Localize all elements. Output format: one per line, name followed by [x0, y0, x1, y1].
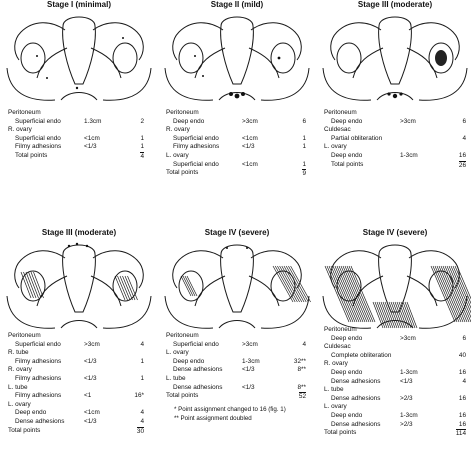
footnote-double-asterisk: ** Point assignment doubled — [174, 415, 252, 422]
row-label: Deep endo — [331, 117, 363, 125]
row-label: Total points — [324, 429, 357, 437]
row-label: L. ovary — [8, 400, 31, 408]
score-row — [324, 378, 466, 387]
adhesion-mark — [337, 266, 361, 322]
row-label: Peritoneum — [324, 326, 357, 333]
row-label: Deep endo — [15, 409, 47, 417]
row-label: Dense adhesions — [331, 394, 381, 402]
adhesion-mark — [381, 302, 391, 328]
row-points: 9 — [302, 170, 306, 178]
score-row — [324, 352, 466, 361]
lesion-mark — [241, 92, 245, 96]
adhesion-mark — [391, 302, 401, 328]
stage-title: Stage IV (severe) — [362, 228, 428, 237]
row-label: Total points — [166, 392, 199, 400]
right-tube — [251, 23, 301, 60]
row-points: 4 — [462, 134, 466, 142]
stage-title: Stage III (moderate) — [357, 0, 433, 9]
row-label: Complete obliteration — [331, 351, 392, 359]
row-points: 4 — [302, 340, 306, 348]
score-row — [324, 386, 466, 395]
lesion-mark — [278, 57, 281, 60]
row-points: 1 — [140, 134, 144, 142]
row-label: Peritoneum — [324, 109, 357, 116]
panel-stage-4b — [316, 228, 474, 455]
right-tube — [409, 23, 459, 60]
row-label: L. ovary — [324, 403, 347, 411]
left-ovary — [337, 43, 361, 73]
row-label: Dense adhesions — [173, 366, 223, 374]
pelvis-illustration — [3, 236, 155, 332]
row-size: <1/3 — [84, 357, 97, 365]
pelvis-drawing — [3, 236, 155, 332]
score-row — [166, 349, 306, 358]
row-points: 16 — [458, 394, 466, 402]
panel-stage-3a — [316, 0, 474, 227]
row-label: Filmy adhesions — [173, 143, 220, 151]
adhesion-mark — [123, 276, 133, 300]
total-row — [324, 429, 466, 438]
row-label: Filmy adhesions — [15, 357, 62, 365]
row-size: >2/3 — [400, 420, 413, 428]
row-points: 1 — [302, 134, 306, 142]
row-size: >3cm — [84, 340, 100, 348]
score-row — [166, 109, 306, 118]
adhesion-mark — [347, 266, 371, 322]
right-ovary — [271, 43, 295, 73]
score-row — [166, 366, 306, 375]
stage-title: Stage IV (severe) — [204, 228, 270, 237]
row-label: Superficial endo — [173, 134, 219, 142]
rectum — [61, 321, 97, 329]
adhesion-mark — [341, 266, 365, 322]
row-label: Deep endo — [331, 151, 363, 159]
score-row — [324, 152, 466, 161]
row-points: 30 — [136, 427, 144, 435]
uterus — [221, 17, 254, 84]
pelvis-illustration — [161, 236, 313, 332]
row-points: 4 — [140, 409, 144, 417]
row-label: Dense adhesions — [331, 377, 381, 385]
adhesion-mark — [385, 302, 395, 328]
score-row — [8, 118, 144, 127]
adhesion-mark — [118, 276, 128, 300]
score-row — [8, 366, 144, 375]
row-points: 16 — [458, 368, 466, 376]
row-size: <1/3 — [84, 417, 97, 425]
adhesion-mark — [181, 276, 191, 296]
left-ligament — [353, 48, 383, 78]
score-row — [166, 152, 306, 161]
scoring-table — [166, 332, 306, 401]
row-size: >3cm — [242, 117, 258, 125]
left-ovary — [21, 43, 45, 73]
score-row — [324, 403, 466, 412]
row-label: Dense adhesions — [173, 383, 223, 391]
score-row — [8, 375, 144, 384]
row-points: 1 — [302, 160, 306, 168]
row-label: Total points — [331, 160, 364, 168]
adhesion-mark — [327, 266, 351, 322]
row-label: Deep endo — [331, 411, 363, 419]
row-label: Culdesac — [324, 126, 351, 134]
row-label: Superficial endo — [15, 134, 61, 142]
row-size: 1-3cm — [400, 411, 418, 419]
row-label: Total points — [8, 426, 41, 434]
row-label: Superficial endo — [15, 117, 61, 125]
row-points: 1 — [140, 374, 144, 382]
right-ovary — [113, 43, 137, 73]
row-label: R. ovary — [166, 126, 190, 134]
left-tube — [173, 23, 223, 60]
left-ligament — [195, 276, 225, 306]
score-row — [8, 143, 144, 152]
row-label: Superficial endo — [173, 160, 219, 168]
right-tube — [251, 251, 301, 288]
stage-title: Stage I (minimal) — [46, 0, 111, 9]
adhesion-mark — [387, 302, 397, 328]
row-label: Peritoneum — [8, 332, 41, 339]
pelvis-drawing — [319, 236, 471, 332]
row-label: R. ovary — [8, 126, 32, 134]
row-points: 40 — [458, 351, 466, 359]
row-points: 32** — [293, 357, 306, 365]
row-label: L. tube — [324, 386, 344, 394]
adhesion-mark — [333, 266, 357, 322]
row-label: Deep endo — [331, 368, 363, 376]
lesion-mark — [76, 87, 78, 89]
score-row — [324, 118, 466, 127]
left-tube — [15, 251, 65, 288]
adhesion-mark — [31, 272, 41, 298]
row-points: 1 — [140, 143, 144, 151]
row-label: Peritoneum — [8, 109, 41, 116]
rectum — [219, 321, 255, 329]
row-label: R. tube — [8, 349, 29, 357]
score-row — [8, 401, 144, 410]
lesion-mark — [76, 243, 78, 245]
pelvis-drawing — [319, 8, 471, 104]
row-size: 1-3cm — [400, 368, 418, 376]
score-row — [8, 332, 144, 341]
footnotes — [174, 405, 286, 423]
uterus — [63, 245, 96, 312]
rectum — [61, 93, 97, 101]
row-points: 8** — [297, 383, 306, 391]
total-row — [324, 161, 466, 170]
row-points: 6 — [462, 334, 466, 342]
score-row — [166, 161, 306, 170]
row-points: 4 — [462, 377, 466, 385]
score-row — [8, 409, 144, 418]
row-label: Total points — [15, 151, 48, 159]
score-row — [166, 126, 306, 135]
row-label: L. ovary — [324, 143, 347, 151]
left-ovary — [179, 43, 203, 73]
row-points: 4 — [140, 417, 144, 425]
adhesion-mark — [399, 302, 409, 328]
row-label: L. tube — [166, 374, 186, 382]
adhesion-mark — [349, 266, 373, 322]
right-tube — [93, 251, 143, 288]
row-size: <1/3 — [242, 143, 255, 151]
adhesion-mark — [433, 266, 457, 322]
lesion-mark — [86, 245, 88, 247]
pelvis-drawing — [3, 8, 155, 104]
row-points: 4 — [140, 152, 144, 160]
adhesion-mark — [443, 266, 467, 322]
row-points: 2 — [140, 117, 144, 125]
adhesion-mark — [405, 302, 415, 328]
row-label: Dense adhesions — [15, 417, 65, 425]
score-row — [324, 135, 466, 144]
lesion-mark — [226, 247, 228, 249]
row-points: 4 — [140, 340, 144, 348]
stage-title: Stage III (moderate) — [41, 228, 117, 237]
row-label: Superficial endo — [173, 340, 219, 348]
pelvis-illustration — [319, 236, 471, 332]
score-row — [8, 358, 144, 367]
row-size: <1cm — [242, 160, 258, 168]
uterus — [63, 17, 96, 84]
endometrioma-mark — [435, 50, 447, 66]
row-label: Culdesac — [324, 343, 351, 351]
row-label: L. tube — [8, 383, 28, 391]
row-points: 16 — [458, 411, 466, 419]
row-label: Filmy adhesions — [15, 143, 62, 151]
lesion-mark — [229, 92, 233, 96]
row-size: <1/3 — [242, 366, 255, 374]
row-size: <1 — [84, 392, 92, 400]
adhesion-mark — [125, 276, 135, 300]
total-row — [166, 169, 306, 178]
score-row — [324, 412, 466, 421]
adhesion-mark — [26, 272, 36, 298]
scoring-table — [8, 109, 144, 161]
adhesion-mark — [29, 272, 39, 298]
scoring-table — [324, 109, 466, 169]
score-row — [324, 343, 466, 352]
row-label: Total points — [166, 169, 199, 177]
row-points: 52 — [298, 393, 306, 401]
row-points: 1 — [140, 357, 144, 365]
score-row — [166, 358, 306, 367]
lesion-mark — [194, 55, 196, 57]
lesion-mark — [36, 55, 38, 57]
score-row — [166, 143, 306, 152]
left-tube — [173, 251, 223, 288]
row-size: <1/3 — [400, 377, 413, 385]
lesion-mark — [122, 37, 124, 39]
lesion-mark — [387, 92, 390, 95]
pelvis-illustration — [319, 8, 471, 104]
score-row — [8, 135, 144, 144]
pelvis-drawing — [161, 236, 313, 332]
row-size: <1/3 — [242, 383, 255, 391]
row-label: Peritoneum — [166, 332, 199, 339]
score-row — [8, 341, 144, 350]
score-row — [324, 360, 466, 369]
score-row — [324, 335, 466, 344]
row-size: <1/3 — [84, 374, 97, 382]
adhesion-mark — [375, 302, 385, 328]
row-size: <1/3 — [84, 143, 97, 151]
score-row — [324, 326, 466, 335]
uterus — [221, 245, 254, 312]
row-size: 1-3cm — [242, 357, 260, 365]
right-tube — [93, 23, 143, 60]
row-size: <1cm — [242, 134, 258, 142]
row-label: R. ovary — [324, 360, 348, 368]
total-row — [8, 152, 144, 161]
score-row — [166, 341, 306, 350]
row-points: 8** — [297, 366, 306, 374]
scoring-table — [8, 332, 144, 435]
total-row — [8, 427, 144, 436]
row-label: R. ovary — [8, 366, 32, 374]
right-ligament — [91, 48, 121, 78]
score-row — [324, 395, 466, 404]
score-row — [8, 109, 144, 118]
score-row — [166, 384, 306, 393]
left-ligament — [195, 48, 225, 78]
row-label: Partial obliteration — [331, 134, 383, 142]
row-points: 6 — [302, 117, 306, 125]
lesion-mark — [393, 94, 397, 98]
scoring-table — [166, 109, 306, 178]
lesion-mark — [235, 94, 240, 99]
pelvis-drawing — [161, 8, 313, 104]
lesion-mark — [246, 247, 248, 249]
score-row — [8, 418, 144, 427]
uterus — [379, 17, 412, 84]
adhesion-mark — [343, 266, 367, 322]
right-ligament — [249, 276, 279, 306]
row-size: 1-3cm — [400, 151, 418, 159]
adhesion-mark — [401, 302, 411, 328]
adhesion-mark — [183, 276, 193, 296]
row-size: <1cm — [84, 409, 100, 417]
row-points: 16 — [458, 151, 466, 159]
right-ligament — [407, 276, 437, 306]
left-tube — [331, 23, 381, 60]
adhesion-mark — [445, 266, 469, 322]
score-row — [324, 369, 466, 378]
panel-stage-3b — [0, 228, 158, 455]
row-points: 16 — [458, 420, 466, 428]
panel-stage-1 — [0, 0, 158, 227]
adhesion-mark — [187, 276, 197, 296]
row-label: Filmy adhesions — [15, 374, 62, 382]
row-label: Peritoneum — [166, 109, 199, 116]
row-label: L. ovary — [166, 349, 189, 357]
adhesion-mark — [24, 272, 34, 298]
lesion-mark — [68, 245, 70, 247]
left-ligament — [37, 276, 67, 306]
adhesion-mark — [435, 266, 459, 322]
score-row — [166, 332, 306, 341]
row-points: 6 — [462, 117, 466, 125]
adhesion-mark — [331, 266, 355, 322]
row-points: 26 — [458, 161, 466, 169]
pelvis-illustration — [3, 8, 155, 104]
row-label: Deep endo — [331, 334, 363, 342]
adhesion-mark — [441, 266, 465, 322]
left-ovary — [179, 271, 203, 301]
row-label: Dense adhesions — [331, 420, 381, 428]
row-size: >3cm — [242, 340, 258, 348]
pelvis-illustration — [161, 8, 313, 104]
uterus — [379, 245, 412, 312]
score-row — [8, 392, 144, 401]
row-points: 16* — [134, 392, 144, 400]
lesion-mark — [46, 77, 48, 79]
score-row — [8, 126, 144, 135]
left-ligament — [37, 48, 67, 78]
left-tube — [15, 23, 65, 60]
row-size: >2/3 — [400, 394, 413, 402]
stage-title: Stage II (mild) — [210, 0, 264, 9]
score-row — [324, 143, 466, 152]
adhesion-mark — [351, 266, 375, 322]
row-label: Deep endo — [173, 117, 205, 125]
row-size: 1.3cm — [84, 117, 102, 125]
row-label: L. ovary — [166, 151, 189, 159]
right-ligament — [407, 48, 437, 78]
right-ligament — [249, 48, 279, 78]
adhesion-mark — [389, 302, 399, 328]
lesion-mark — [202, 75, 204, 77]
row-size: >3cm — [400, 334, 416, 342]
score-row — [324, 109, 466, 118]
adhesion-mark — [120, 276, 130, 300]
scoring-table — [324, 326, 466, 438]
score-row — [166, 135, 306, 144]
panel-stage-2 — [158, 0, 316, 227]
row-size: <1cm — [84, 134, 100, 142]
row-label: Filmy adhesions — [15, 392, 62, 400]
footnote-single-asterisk: * Point assignment changed to 16 (fig. 1) — [174, 406, 286, 413]
row-points: 114 — [455, 430, 466, 438]
score-row — [166, 375, 306, 384]
adhesion-mark — [373, 302, 383, 328]
score-row — [324, 126, 466, 135]
adhesion-mark — [395, 302, 405, 328]
total-row — [166, 392, 306, 401]
row-points: 1 — [302, 143, 306, 151]
score-row — [8, 349, 144, 358]
score-row — [166, 118, 306, 127]
adhesion-mark — [185, 276, 195, 296]
row-size: >3cm — [400, 117, 416, 125]
score-row — [8, 384, 144, 393]
lesion-mark — [399, 92, 402, 95]
row-label: Superficial endo — [15, 340, 61, 348]
row-label: Deep endo — [173, 357, 205, 365]
score-row — [324, 421, 466, 430]
